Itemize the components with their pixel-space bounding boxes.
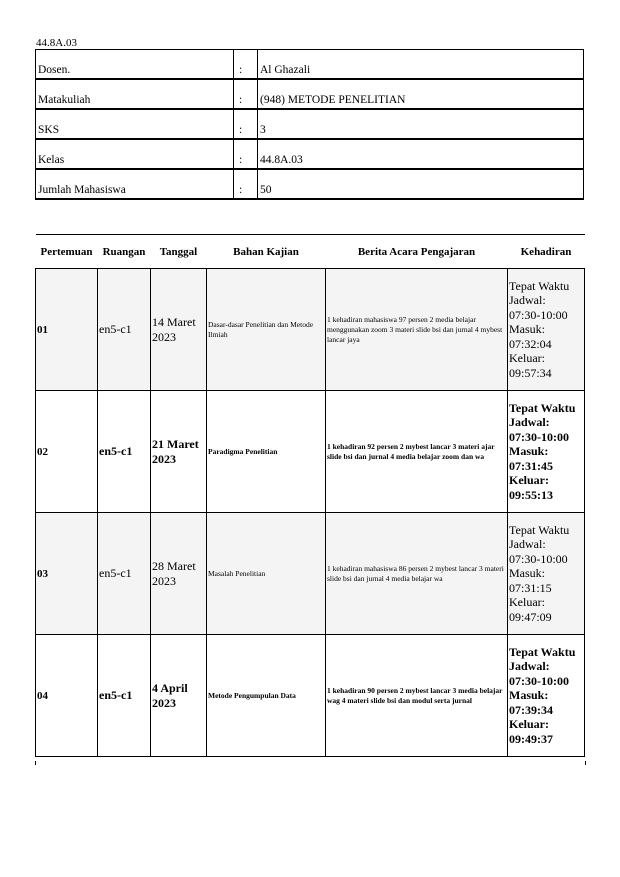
info-value: Al Ghazali [258,50,584,80]
cell-tanggal: 14 Maret 2023 [151,269,207,391]
info-label: SKS [36,109,234,139]
table-continuation [35,761,586,765]
check-out-time: 09:57:34 [509,365,552,380]
check-in-label: Masuk: [509,688,549,703]
cell-ruangan: en5-c1 [98,513,151,635]
info-value: 50 [258,169,584,199]
table-row [36,513,585,635]
info-label: Matakuliah [36,79,234,109]
schedule-label: Jadwal: [509,415,550,430]
header-ruangan: Ruangan [98,235,151,269]
info-value: (948) METODE PENELITIAN [258,79,584,109]
info-separator: : [234,169,258,199]
attendance-status: Tepat Waktu [509,400,576,415]
header-berita-acara: Berita Acara Pengajaran [326,235,508,269]
check-out-label: Keluar: [509,473,549,488]
cell-pertemuan: 02 [36,391,98,513]
check-out-label: Keluar: [509,717,549,732]
info-label: Kelas [36,139,234,169]
info-row [36,109,584,139]
check-out-label: Keluar: [509,595,545,610]
cell-berita-acara: 1 kehadiran 90 persen 2 mybest lancar 3 media belajar wag 4 materi slide bsi dan modul serta jurnal [326,635,508,757]
schedule-time: 07:30-10:00 [509,307,568,322]
attendance-table [35,234,585,757]
info-row [36,50,584,80]
cell-tanggal: 21 Maret 2023 [151,391,207,513]
info-label: Dosen. [36,50,234,80]
schedule-time: 07:30-10:00 [509,673,569,688]
cell-ruangan: en5-c1 [98,635,151,757]
check-in-time: 07:31:45 [509,458,553,473]
info-value: 3 [258,109,584,139]
info-separator: : [234,139,258,169]
schedule-label: Jadwal: [509,537,546,552]
check-in-label: Masuk: [509,444,549,459]
cell-kehadiran [508,269,585,391]
check-out-label: Keluar: [509,351,545,366]
check-in-label: Masuk: [509,322,545,337]
cell-ruangan: en5-c1 [98,269,151,391]
cell-berita-acara: 1 kehadiran mahasiswa 97 persen 2 media belajar menggunakan zoom 3 materi slide bsi dan jurnal 4 mybest lancar jaya [326,269,508,391]
table-header-row [36,235,585,269]
cell-berita-acara: 1 kehadiran mahasiswa 86 persen 2 mybest lancar 3 materi slide bsi dan jurnal 4 media belajar wa [326,513,508,635]
info-separator: : [234,79,258,109]
check-in-time: 07:31:15 [509,580,552,595]
info-separator: : [234,109,258,139]
check-out-time: 09:49:37 [509,731,553,746]
check-in-time: 07:39:34 [509,702,553,717]
info-row [36,79,584,109]
schedule-label: Jadwal: [509,293,546,308]
cell-pertemuan: 03 [36,513,98,635]
class-code: 44.8A.03 [36,37,77,49]
cell-ruangan: en5-c1 [98,391,151,513]
check-in-time: 07:32:04 [509,336,552,351]
check-out-time: 09:47:09 [509,609,552,624]
header-pertemuan: Pertemuan [36,235,98,269]
cell-pertemuan: 01 [36,269,98,391]
cell-pertemuan: 04 [36,635,98,757]
cell-bahan-kajian: Dasar-dasar Penelitian dan Metode Ilmiah [207,269,326,391]
schedule-label: Jadwal: [509,659,550,674]
info-separator: : [234,50,258,80]
cell-bahan-kajian: Masalah Penelitian [207,513,326,635]
schedule-time: 07:30-10:00 [509,429,569,444]
cell-kehadiran [508,635,585,757]
info-label: Jumlah Mahasiswa [36,169,234,199]
cell-tanggal: 28 Maret 2023 [151,513,207,635]
course-info-table [35,49,584,200]
header-bahan-kajian: Bahan Kajian [207,235,326,269]
info-row [36,139,584,169]
check-in-label: Masuk: [509,566,545,581]
info-row [36,169,584,199]
cell-kehadiran [508,513,585,635]
attendance-status: Tepat Waktu [509,522,570,537]
cell-berita-acara: 1 kehadiran 92 persen 2 mybest lancar 3 materi ajar slide bsi dan jurnal 4 media belajar zoom dan wa [326,391,508,513]
header-tanggal: Tanggal [151,235,207,269]
cell-bahan-kajian: Metode Pengumpulan Data [207,635,326,757]
table-row [36,635,585,757]
cell-bahan-kajian: Paradigma Penelitian [207,391,326,513]
table-row [36,269,585,391]
schedule-time: 07:30-10:00 [509,551,568,566]
check-out-time: 09:55:13 [509,487,553,502]
attendance-status: Tepat Waktu [509,644,576,659]
cell-kehadiran [508,391,585,513]
info-value: 44.8A.03 [258,139,584,169]
cell-tanggal: 4 April 2023 [151,635,207,757]
table-row [36,391,585,513]
attendance-status: Tepat Waktu [509,278,570,293]
header-kehadiran: Kehadiran [508,235,585,269]
